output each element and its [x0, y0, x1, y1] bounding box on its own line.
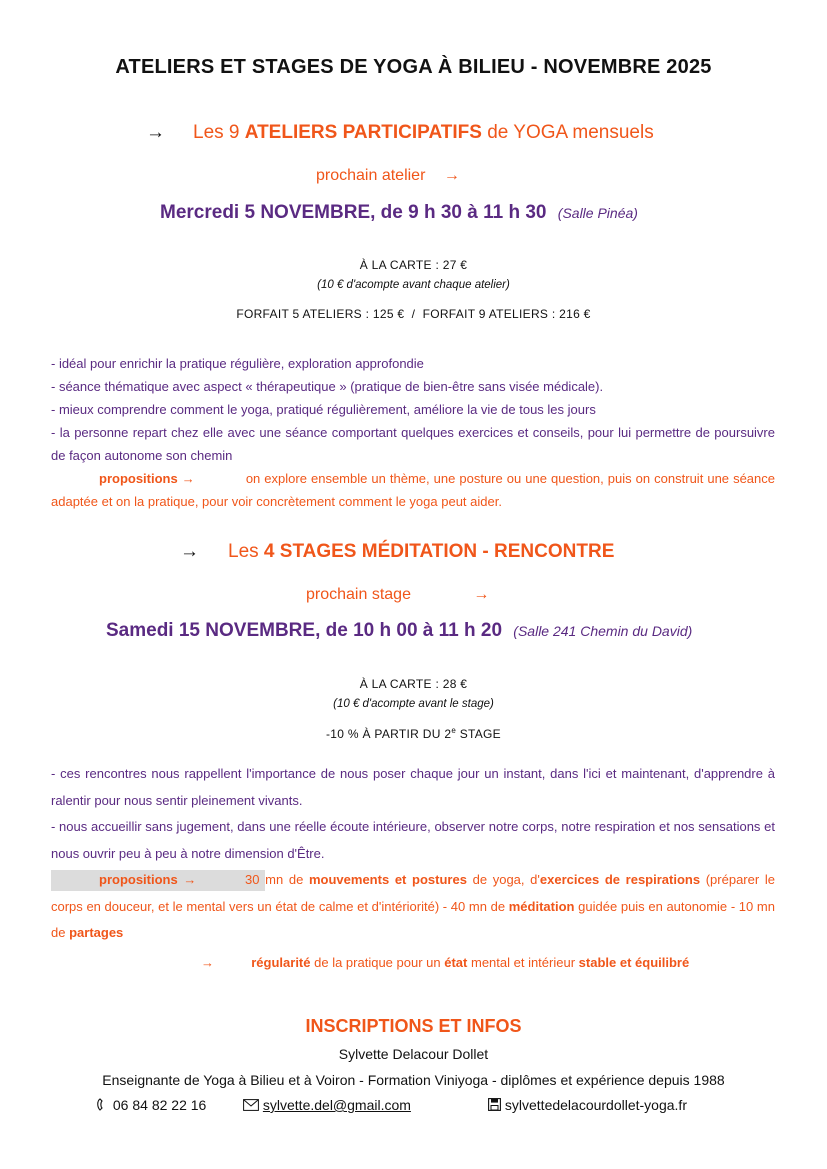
arrow-right-icon: →: [473, 586, 490, 603]
ateliers-heading-pre: Les 9: [193, 122, 240, 143]
reg-bold: état: [444, 955, 468, 970]
prop-bold: partages: [69, 925, 124, 940]
atelier-forfait: FORFAIT 5 ATELIERS : 125 € / FORFAIT 9 ATELIERS : 216 €: [236, 307, 591, 321]
reg-text: de la pratique pour un: [314, 955, 441, 970]
prop-bold: méditation: [508, 898, 575, 914]
list-item: - ces rencontres nous rappellent l'importance de nous poser chaque jour un instant, dans l'ici et maintenant, d'apprendre à ralentir pour nous sentir pleinement vivants.: [51, 766, 775, 808]
atelier-propositions: [51, 467, 775, 513]
propositions-text: on explore ensemble un thème, une posture ou une question, puis on construit une séance adaptée et on la pratique, pour voir concrètement comment le yoga peut aider.: [51, 471, 775, 509]
list-item: - nous accueillir sans jugement, dans une réelle écoute intérieure, observer notre corps, notre respiration et nos sensations et nous ouvrir peu à peu à notre dimension d'Être.: [51, 819, 775, 861]
prop-text: de yoga, d': [472, 872, 540, 887]
arrow-right-icon: →: [201, 955, 214, 970]
phone-icon: [96, 1097, 113, 1113]
stage-propositions: [51, 867, 775, 947]
contact-website[interactable]: [488, 1097, 687, 1113]
page-title: ATELIERS ET STAGES DE YOGA À BILIEU - NOVEMBRE 2025: [115, 56, 712, 78]
list-item: - séance thématique avec aspect « thérapeutique » (pratique de bien-être sans visée médicale).: [51, 379, 604, 394]
stage-price: À LA CARTE : 28 €: [359, 677, 468, 691]
stages-heading-pre: Les: [228, 541, 259, 562]
atelier-date-text: Mercredi 5 NOVEMBRE, de 9 h 30 à 11 h 30: [160, 202, 547, 223]
arrow-right-icon: →: [180, 541, 199, 562]
arrow-right-icon: →: [146, 122, 165, 143]
contact-phone[interactable]: [96, 1097, 206, 1113]
arrow-right-icon: →: [183, 872, 197, 887]
ateliers-heading-bold: ATELIERS PARTICIPATIFS: [244, 122, 482, 143]
prop-text: (préparer le corps en douceur, et le mental vers un état de calme et d'intériorité) - 40 mn de: [51, 872, 775, 914]
website-link[interactable]: sylvettedelacourdollet-yoga.fr: [504, 1097, 687, 1113]
email-link[interactable]: sylvette.del@gmail.com: [262, 1097, 411, 1113]
propositions-label: propositions: [99, 872, 178, 887]
regularite-line: [201, 955, 689, 970]
reg-bold: régularité: [251, 955, 311, 970]
stage-date-text: Samedi 15 NOVEMBRE, de 10 h 00 à 11 h 20: [106, 620, 503, 641]
contact-email[interactable]: [243, 1097, 411, 1113]
stage-location: (Salle 241 Chemin du David): [513, 623, 693, 639]
atelier-date: [160, 202, 638, 224]
atelier-deposit-note: (10 € d'acompte avant chaque atelier): [317, 279, 510, 291]
teacher-name: Sylvette Delacour Dollet: [338, 1046, 489, 1062]
phone-number: 06 84 82 22 16: [112, 1097, 207, 1113]
teacher-description: Enseignante de Yoga à Bilieu et à Voiron - Formation Viniyoga - diplômes et expérience depuis 1988: [102, 1072, 725, 1088]
list-item: - la personne repart chez elle avec une séance comportant quelques exercices et conseils, pour lui permettre de poursuivre de façon autonome son chemin: [51, 425, 775, 463]
discount-suffix: STAGE: [456, 727, 501, 741]
envelope-icon: [243, 1097, 263, 1113]
next-atelier-text: prochain atelier: [316, 167, 426, 184]
stage-date: [106, 620, 692, 642]
prop-bold: mouvements et postures: [308, 872, 467, 887]
atelier-price: À LA CARTE : 27 €: [359, 258, 468, 272]
list-item: - mieux comprendre comment le yoga, pratiqué régulièrement, améliore la vie de tous les jours: [51, 402, 596, 417]
stage-bullets: [51, 761, 775, 947]
save-icon: [488, 1097, 505, 1113]
prop-text: guidée puis en autonomie - 10 mn de: [51, 898, 775, 940]
stage-discount: [0, 726, 827, 741]
inscriptions-title: INSCRIPTIONS ET INFOS: [305, 1016, 522, 1036]
arrow-right-icon: →: [443, 167, 460, 184]
discount-sup: e: [451, 726, 457, 735]
stage-deposit-note: (10 € d'acompte avant le stage): [333, 698, 494, 710]
next-stage-text: prochain stage: [306, 586, 411, 603]
prop-bold: exercices de respirations: [539, 872, 701, 887]
prop-text: 30 mn de: [245, 872, 304, 887]
next-atelier-label: [316, 167, 460, 185]
discount-text: -10 % À PARTIR DU 2: [326, 727, 452, 741]
arrow-right-icon: →: [181, 471, 195, 486]
stages-heading-bold: 4 STAGES MÉDITATION - RENCONTRE: [263, 541, 615, 562]
atelier-location: (Salle Pinéa): [557, 205, 638, 221]
list-item: - idéal pour enrichir la pratique régulière, exploration approfondie: [51, 356, 424, 371]
propositions-label: propositions: [99, 471, 178, 486]
reg-text: mental et intérieur: [470, 955, 576, 970]
atelier-bullets: [51, 352, 775, 513]
reg-bold: stable et équilibré: [578, 955, 690, 970]
ateliers-heading-post: de YOGA mensuels: [487, 122, 654, 143]
next-stage-label: [306, 586, 489, 604]
